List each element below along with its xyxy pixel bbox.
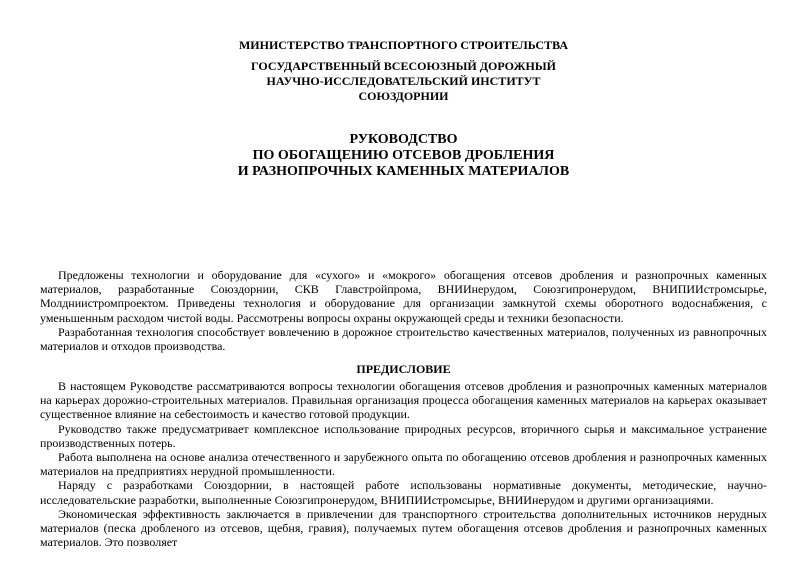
preface-paragraph: Руководство также предусматривает комплексное использование природных ресурсов, вторичного сырья и максимальное устранение производственных потерь. (40, 421, 767, 450)
preface-body (40, 379, 767, 549)
title-line-3: И РАЗНОПРОЧНЫХ КАМЕННЫХ МАТЕРИАЛОВ (237, 164, 570, 179)
document-title (0, 132, 807, 180)
preface-paragraph: В настоящем Руководстве рассматриваются вопросы технологии обогащения отсевов дробления и разнопрочных каменных материалов на карьерах дорожно-строительных материалов. Правильная организация процесса обогащения каменных материалов на карьерах оказывает существенное влияние на себестоимость и качество готовой продукции. (40, 379, 767, 422)
ministry-name: МИНИСТЕРСТВО ТРАНСПОРТНОГО СТРОИТЕЛЬСТВА (238, 38, 569, 52)
preface-paragraph: Работа выполнена на основе анализа отечественного и зарубежного опыта по обогащению отсевов дробления и разнопрочных каменных материалов на предприятиях нерудной промышленности. (40, 450, 767, 479)
abstract-paragraph: Разработанная технология способствует вовлечению в дорожное строительство качественных материалов, полученных из равнопрочных материалов и отходов производства. (40, 324, 767, 354)
institute-line-1: ГОСУДАРСТВЕННЫЙ ВСЕСОЮЗНЫЙ ДОРОЖНЫЙ (251, 59, 556, 73)
institute-line-2: НАУЧНО-ИССЛЕДОВАТЕЛЬСКИЙ ИНСТИТУТ (266, 74, 541, 88)
abstract-paragraph: Предложены технологии и оборудование для «сухого» и «мокрого» обогащения отсевов дробления и разнопрочных каменных материалов, разработанные Союздорнии, СКВ Главстройпрома, ВНИИнерудом, Союзгипронерудом, ВНИПИИстромсырье, Молдниистромпроектом. Приведены технология и оборудование для организации замкнутой схемы оборотного водоснабжения, с уменьшенным расходом чистой воды. Рассмотрены вопросы охраны окружающей среды и техники безопасности. (40, 268, 767, 325)
preface-paragraph: Наряду с разработками Союздорнии, в настоящей работе использованы нормативные документы, методические, научно-исследовательские разработки, выполненные Союзгипронерудом, ВНИПИИстромсырье, ВНИИнерудом и другими организациями. (40, 478, 767, 507)
preface-paragraph: Экономическая эффективность заключается в привлечении для транспортного строительства дополнительных источников нерудных материалов (песка дробленого из отсевов, щебня, гравия), получаемых путем обогащения отсевов дробления и разнопрочных каменных материалов. Это позволяет (40, 506, 767, 550)
title-line-2: ПО ОБОГАЩЕНИЮ ОТСЕВОВ ДРОБЛЕНИЯ (252, 148, 555, 163)
institute-name (0, 59, 807, 89)
abstract (40, 268, 767, 353)
institute-short-name: СОЮЗДОРНИИ (358, 89, 449, 103)
title-line-1: РУКОВОДСТВО (349, 132, 458, 147)
preface-heading: ПРЕДИСЛОВИЕ (356, 362, 451, 376)
